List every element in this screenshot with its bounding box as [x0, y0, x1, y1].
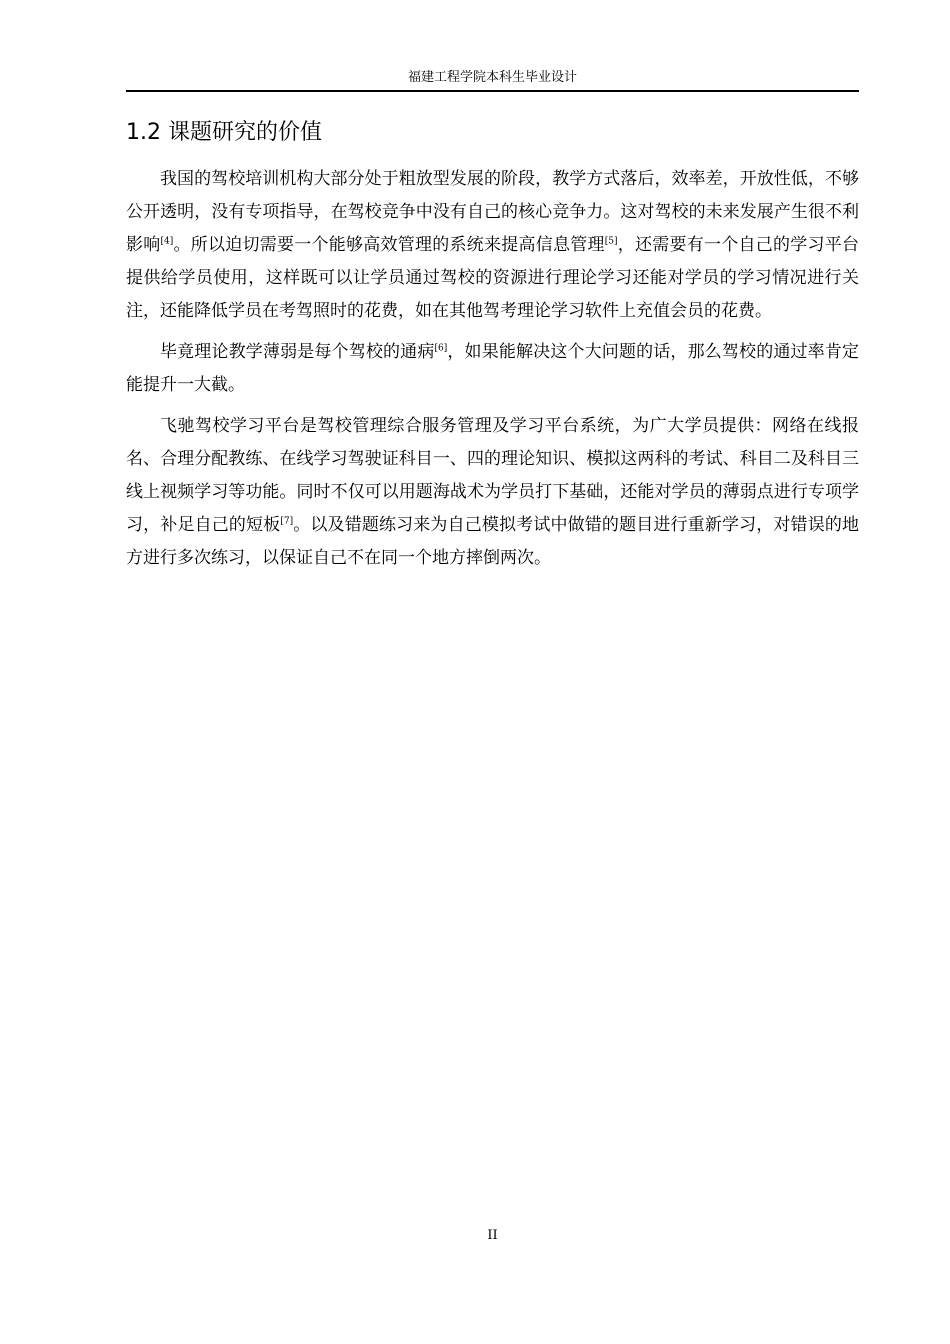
- page-header: 福建工程学院本科生毕业设计: [407, 70, 577, 85]
- paragraph-1: [126, 163, 859, 328]
- paragraph-1-text-1: 我国的驾校培训机构大部分处于粗放型发展的阶段，教学方式落后，效率差，开放性低，不够公开透明，没有专项指导，在驾校竞争中没有自己的核心竞争力。这对驾校的未来发展产生很不利影响: [126, 169, 859, 255]
- citation-4: [4]: [160, 236, 174, 247]
- paragraph-3-text-1: 飞驰驾校学习平台是驾校管理综合服务管理及学习平台系统，为广大学员提供：网络在线报名、合理分配教练、在线学习驾驶证科目一、四的理论知识、模拟这两科的考试、科目二及科目三线上视频学习等功能。同时不仅可以用题海战术为学员打下基础，还能对学员的薄弱点进行专项学习，补足自己的短板: [126, 416, 859, 535]
- paragraph-2-text-1: 毕竟理论教学薄弱是每个驾校的通病: [160, 342, 435, 362]
- section-title: 1.2 课题研究的价值: [126, 120, 322, 145]
- paragraph-2: [126, 336, 859, 402]
- citation-6: [6]: [434, 343, 448, 354]
- citation-5: [5]: [604, 236, 618, 247]
- citation-7: [7]: [280, 516, 294, 527]
- header-rule: [126, 90, 859, 92]
- body-text: [126, 163, 859, 583]
- paragraph-1-text-2: 。所以迫切需要一个能够高效管理的系统来提高信息管理: [173, 235, 605, 255]
- paragraph-3-text-2: 。以及错题练习来为自己模拟考试中做错的题目进行重新学习，对错误的地方进行多次练习，以保证自己不在同一个地方摔倒两次。: [126, 515, 860, 568]
- paragraph-2-text-2: ，如果能解决这个大问题的话，那么驾校的通过率肯定能提升一大截。: [126, 342, 859, 395]
- page-number: II: [487, 1228, 498, 1243]
- paragraph-1-text-3: ，还需要有一个自己的学习平台提供给学员使用，这样既可以让学员通过驾校的资源进行理论学习还能对学员的学习情况进行关注，还能降低学员在考驾照时的花费，如在其他驾考理论学习软件上充值会员的花费。: [126, 235, 859, 321]
- paragraph-3: [126, 410, 859, 575]
